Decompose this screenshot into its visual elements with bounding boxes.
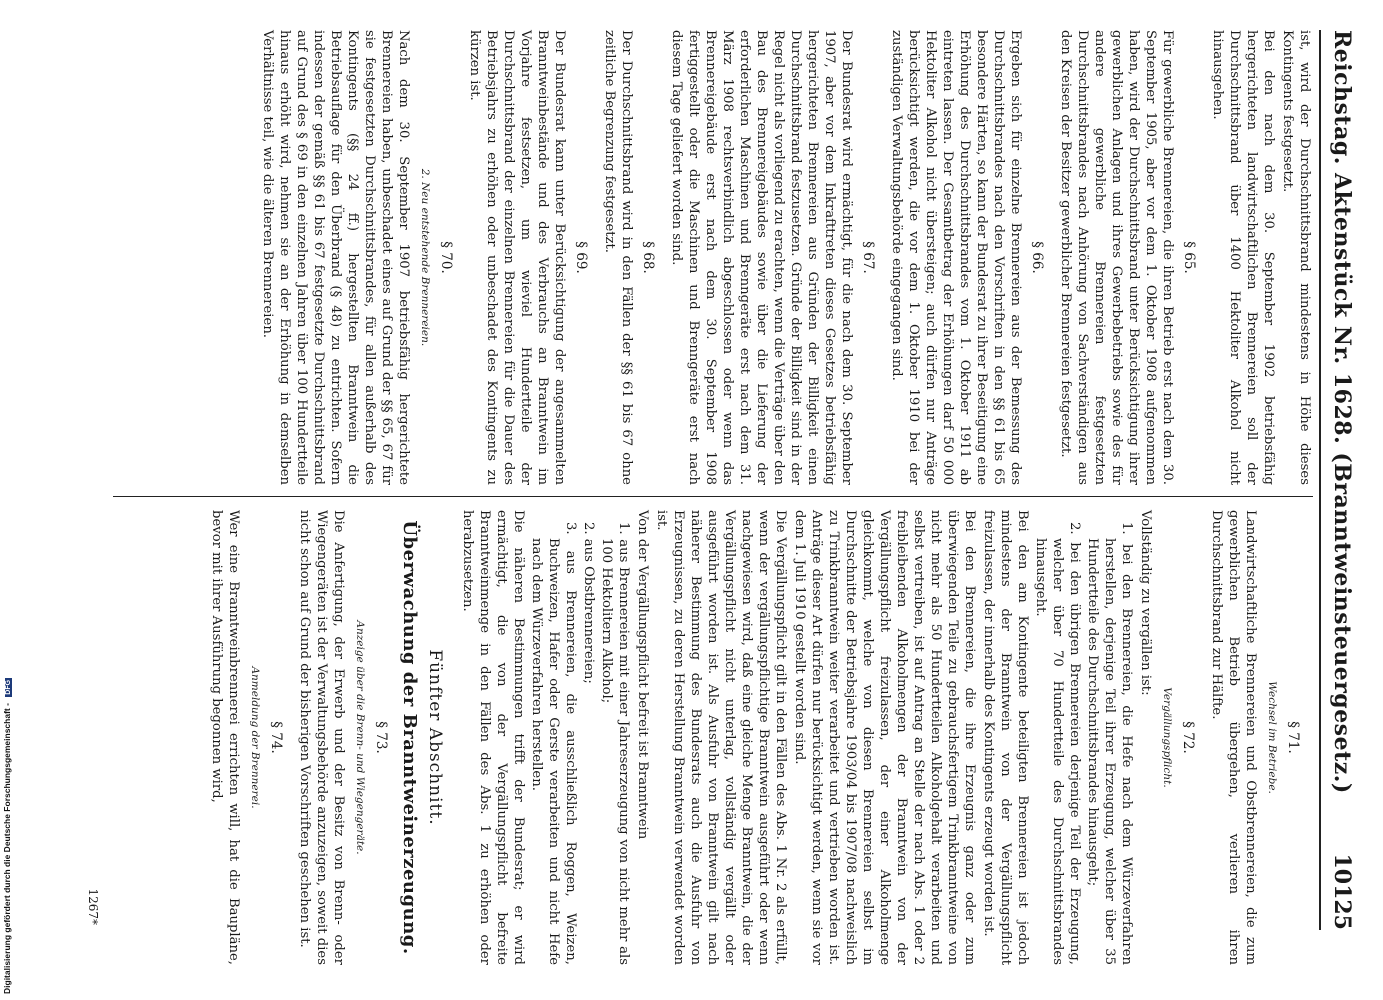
- dfg-logo: DFG: [5, 679, 12, 695]
- credit-text: Digitalisierung gefördert durch die Deutsche Forschungsgemeinschaft -: [2, 703, 12, 994]
- paragraph: Der Bundesrat wird ermächtigt, für die nach dem 30. September 1907, aber vor dem Inkrafttreten dieses Gesetzes betriebsfähig hergerichteten Brennereien aus Gründen der Billigkeit einen Durchschnittsbrand festzusetzen. Gründe der Billigkeit sind in der Regel nicht als vorliegend zu erachten, wenn die Verträge über den Bau des Brennereigebäudes sowie über die Lieferung der erforderlichen Maschinen und Brenngeräte erst nach dem 31. März 1908 rechtsverbindlich abgeschlossen oder wenn das Brennereigebäude erst nach dem 30. September 1908 fertiggestellt oder die Maschinen und Brenngeräte erst nach diesem Tage geliefert worden sind.: [669, 30, 854, 485]
- paragraph: Von der Vergällungspflicht befreit ist Branntwein: [635, 510, 650, 840]
- paragraph: Wer eine Branntweinbrennerei errichten will, hat die Baupläne, bevor mit ihrer Ausführung begonnen wird,: [209, 510, 241, 965]
- section-heading: § 65.: [1181, 241, 1197, 274]
- section-heading: § 72.: [1180, 721, 1196, 754]
- section-subtitle: Anzeige über die Brenn- und Wiegengeräte.: [354, 620, 366, 855]
- section-heading: § 66.: [1029, 241, 1045, 274]
- section-heading: § 69.: [573, 241, 589, 274]
- section-heading: § 71.: [1285, 721, 1301, 754]
- left-column: [257, 30, 1313, 485]
- section-heading: § 74.: [268, 721, 284, 754]
- paragraph: Die näheren Bestimmungen trifft der Bundesrat; er wird ermächtigt, die von der Vergällungspflicht befreite Branntweinmenge in den Fällen des Abs. 1 zu erhöhen oder herabzusetzen.: [460, 510, 526, 965]
- section-subtitle: Wechsel im Betriebe.: [1266, 681, 1278, 794]
- paragraph: Landwirtschaftliche Brennereien und Obstbrennereien, die zum gewerblichen Betrieb übergehen, verlieren ihren Durchschnittsbrand zur Hälfte.: [1209, 510, 1258, 965]
- column-divider: [113, 496, 1313, 497]
- list-item: 1. aus Brennereien mit einer Jahreserzeugung von nicht mehr als 100 Hektolitern Alkohol;: [599, 522, 631, 965]
- paragraph: Vollständig zu vergällen ist:: [1138, 510, 1153, 696]
- section-heading: § 68.: [640, 241, 656, 274]
- paragraph: Für gewerbliche Brennereien, die ihren Betrieb erst nach dem 30. September 1905, aber vor dem 1. Oktober 1908 aufgenommen haben, wird der Durchschnittsbrand unter Berücksichtigung ihrer gewerblichen Anlagen und ihres Gewerbebetriebs sowie des für andere gewerbliche Brennereien festgesetzten Durchschnittsbrandes nach Anhörung von Sachverständigen aus den Kreisen der Besitzer gewerblicher Brennereien festgesetzt.: [1058, 30, 1175, 485]
- header-rule: [1319, 30, 1321, 930]
- section-heading: § 67.: [860, 241, 876, 274]
- part-heading: Fünfter Abschnitt.: [425, 649, 445, 826]
- paragraph: ist, wird der Durchschnittsbrand mindestens in Höhe dieses Kontingents festgesetzt.: [1280, 30, 1312, 485]
- list-item: 1. bei den Brennereien, die Hefe nach dem Würzeverfahren herstellen, derjenige Teil ihrer Erzeugung, welcher über 35 Hundertteile des Durchschnittsbrandes hinausgeht;: [1085, 522, 1134, 965]
- right-column: [206, 510, 1313, 965]
- section-heading: § 70.: [438, 241, 454, 274]
- paragraph: Der Bundesrat kann unter Berücksichtigung der angesammelten Branntweinbestände und des Verbrauchs an Branntwein im Vorjahre festsetzen, um wieviel Hundertteile der Durchschnittsbrand der einzelnen Brennereien für die Dauer des Betriebsjahrs zu erhöhen oder unbeschadet des Kontingents zu kürzen ist.: [467, 30, 567, 485]
- footer-mark: 1267*: [86, 888, 100, 925]
- section-subtitle: Vergällungspflicht.: [1161, 687, 1173, 788]
- header-title: Reichstag. Aktenstück Nr. 1628. (Branntweinsteuergesetz.): [1329, 30, 1355, 794]
- paragraph: Bei den nach dem 30. September 1902 betriebsfähig hergerichteten landwirtschaftlichen Brennereien soll der Durchschnittsbrand über 1400 Hektoliter Alkohol nicht hinausgehen.: [1210, 30, 1276, 485]
- digitization-credit: [0, 0, 14, 1000]
- section-subtitle: 2. Neu entstehende Brennereien.: [419, 168, 431, 347]
- running-header: [1325, 30, 1355, 930]
- paragraph: Bei den am Kontingente beteiligten Brennereien ist jedoch mindestens der Branntwein von der Vergällungspflicht freizulassen, der innerhalb des Kontingents erzeugt worden ist.: [981, 510, 1030, 965]
- list-item: 2. aus Obstbrennereien;: [581, 522, 596, 684]
- paragraph: Der Durchschnittsbrand wird in den Fällen der §§ 61 bis 67 ohne zeitliche Begrenzung festgesetzt.: [602, 30, 634, 485]
- section-heading: § 73.: [373, 721, 389, 754]
- list-item: 3. aus Brennereien, die ausschließlich Roggen, Weizen, Buchweizen, Hafer oder Gerste verarbeiten und nicht Hefe nach dem Würzeverfahren herstellen.: [529, 522, 578, 965]
- list-item: 2. bei den übrigen Brennereien derjenige Teil der Erzeugung, welcher über 70 Hundertteile des Durchschnittsbrandes hinausgeht.: [1033, 522, 1082, 965]
- paragraph: Nach dem 30. September 1907 betriebsfähig hergerichtete Brennereien haben, unbeschadet eines auf Grund der §§ 65, 67 für sie festgesetzten Durchschnittsbrandes, für allen außerhalb des Kontingents (§§ 24 ff.) hergestellten Branntwein die Betriebsauflage für den Überbrand (§ 48) zu entrichten. Sofern indessen der gemäß §§ 61 bis 67 festgesetzte Durchschnittsbrand auf Grund des § 69 in den einzelnen Jahren über 100 Hundertteile hinaus erhöht wird, nehmen sie an der Erhöhung in demselben Verhältnisse teil, wie die älteren Brennereien.: [260, 30, 411, 485]
- page-number: 10125: [1329, 853, 1355, 930]
- paragraph: Die Anfertigung, der Erwerb und der Besitz von Brenn- oder Wiegengeräten ist der Verwaltungsbehörde anzuzeigen, soweit dies nicht schon auf Grund der bisherigen Vorschriften geschehen ist.: [297, 510, 346, 965]
- part-title: Überwachung der Branntweinerzeugung.: [399, 520, 420, 955]
- section-subtitle: Anmeldung der Brennerei.: [249, 666, 261, 809]
- paragraph: Die Vergällungspflicht gilt in den Fällen des Abs. 1 Nr. 2 als erfüllt, wenn der vergällungspflichtige Branntwein ausgeführt oder wenn nachgewiesen wird, daß eine gleiche Menge Branntwein, die der Vergällungspflicht nicht unterlag, vollständig vergällt oder ausgeführt worden ist. Als Ausfuhr von Branntwein gilt nach näherer Bestimmung des Bundesrats auch die Ausfuhr von Erzeugnissen, zu deren Herstellung Branntwein verwendet worden ist.: [654, 510, 788, 965]
- paragraph: Bei den Brennereien, die ihre Erzeugnis ganz oder zum überwiegenden Teile zu gebrauchsfertigem Trinkbranntweine von nicht mehr als 50 Hundertteilen Alkoholgehalt verarbeiten und selbst vertreiben, ist auf Antrag an Stelle der nach Abs. 1 oder 2 freibleibenden Alkoholmengen der Branntwein von der Vergällungspflicht freizulassen, der einer Alkoholmenge gleichkommt, welche von diesen Brennereien selbst im Durchschnitte der Betriebsjahre 1903/04 bis 1907/08 nachweislich zu Trinkbranntwein weiter verarbeitet und vertrieben worden ist. Anträge dieser Art dürfen nur berücksichtigt werden, wenn sie vor dem 1. Juli 1910 gestellt worden sind.: [792, 510, 977, 965]
- paragraph: Ergeben sich für einzelne Brennereien aus der Bemessung des Durchschnittsbrandes nach den Vorschriften in den §§ 61 bis 65 besondere Härten, so kann der Bundesrat zu ihrer Beseitigung eine Erhöhung des Durchschnittsbrandes vom 1. Oktober 1911 ab eintreten lassen. Der Gesamtbetrag der Erhöhungen darf 50 000 Hektoliter Alkohol nicht übersteigen; auch dürfen nur Anträge berücksichtigt werden, die vor dem 1. Oktober 1910 bei der zuständigen Verwaltungsbehörde eingegangen sind.: [889, 30, 1023, 485]
